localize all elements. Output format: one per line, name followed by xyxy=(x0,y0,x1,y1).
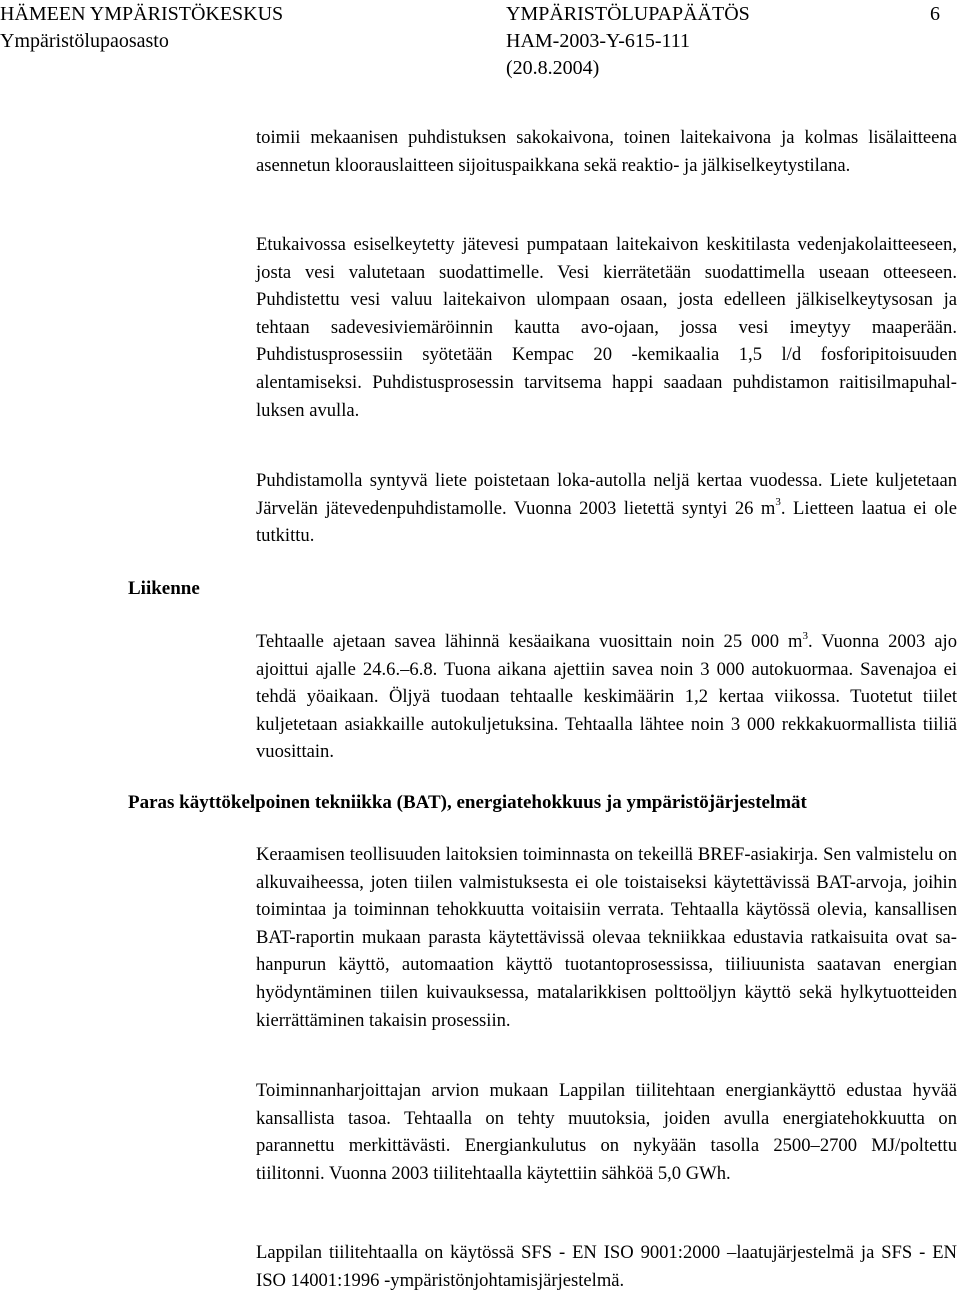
paragraph-text: toimii mekaanisen puhdistuksen sakokaivona, toinen laitekaivona ja kolmas lisälaitteena asennetun kloorauslaitteen sijoituspaikkana sekä reaktio- ja jälkiselkeytystilana. xyxy=(256,127,957,176)
paragraph-wastewater-intro xyxy=(256,124,957,179)
sludge-text-end: . Lietteen laatua ei ole tutkittu. xyxy=(256,497,957,547)
page-number: 6 xyxy=(930,3,940,25)
document-type: YMPÄRISTÖLUPAPÄÄTÖS xyxy=(506,3,750,25)
paragraph-energy xyxy=(256,1077,957,1187)
paragraph-text: Etukaivossa esiselkeytetty jätevesi pumpataan laitekaivon keskitilasta vedenjakolaitteeseen, josta vesi valutetaan suodattimelle. Vesi kierrätetään suodattimella useaan otteeseen. Puhdistettu vesi valuu laitekaivon ulompaan osaan, josta edelleen jälkiselkeytysosan ja tehtaan sadevesiviemäröinnin kautta avo-ojaan, jossa vesi imeytyy maaperään. Puhdistusprosessiin syötetään Kempac 20 -kemikaalia 1,5 l/d fosforipitoisuuden alentamiseksi. Puhdistusprosessin tarvitsema happi saadaan puhdistamon raitisilmapuhalluksen avulla. xyxy=(256,234,957,421)
paragraph-sludge xyxy=(256,467,957,550)
paragraph-wastewater-process xyxy=(256,231,957,424)
paragraph-text xyxy=(256,628,957,766)
sludge-text: Puhdistamolla syntyvä liete poistetaan loka-autolla neljä kertaa vuodessa. Liete kuljetetaan Järvelän jätevedenpuhdistamolle. Vuonna 2003 lietettä syntyi 26 m xyxy=(256,470,957,519)
superscript-unit: 3 xyxy=(802,629,808,642)
org-name: HÄMEEN YMPÄRISTÖKESKUS xyxy=(0,3,284,25)
paragraph-text: Keraamisen teollisuuden laitoksien toiminnasta on tekeillä BREF-asiakirja. Sen valmistelu on alkuvaiheessa, joten tiilen valmistuksesta ei ole toistaiseksi käytettävissä BAT-arvoja, joihin toimintaa ja toiminnan tehokkuutta voitaisiin verrata. Tehtaalla käytössä olevia, kansallisen BAT-raportin mukaan parasta käytettävissä olevaa tekniikkaa edustavia ratkaisuita ovat sahanpurun käyttö, automaation käyttö tuotantoprosessissa, tiiliuunista saatavan energian hyödyntäminen tiilen kuivauksessa, matalarikkisen polttoöljyn käyttö sekä hylkytuotteiden kierrättäminen takaisin prosessiin. xyxy=(256,844,957,1031)
paragraph-text: Toiminnanharjoittajan arvion mukaan Lappilan tiilitehtaan energiankäyttö edustaa hyvää kansallista tasoa. Tehtaalla on tehty muutoksia, joiden avulla energiatehokkuutta on parannettu merkittävästi. Energiankulutus on nykyään tasolla 2500–2700 MJ/poltettu tiilitonni. Vuonna 2003 tiilitehtaalla käytettiin sähköä 5,0 GWh. xyxy=(256,1080,957,1184)
traffic-text-end: . Vuonna 2003 ajo ajoittui ajalle 24.6.–6.8. Tuona aikana ajettiin savea noin 3 000 autokuormaa. Savenajoa ei tehdä yöaikaan. Öljyä tuodaan tehtaalle keskimäärin 1,2 kertaa viikossa. Tuotetut tiilet kuljetetaan asiakkaille autokuljetuksina. Tehtaalla lähtee noin 3 000 rekkakuormallista tiiliä vuosittain. xyxy=(256,631,957,763)
department-name: Ympäristölupaosasto xyxy=(0,30,169,52)
paragraph-text xyxy=(256,467,957,550)
section-label-traffic: Liikenne xyxy=(128,578,200,599)
superscript-unit: 3 xyxy=(775,496,781,509)
document-number: HAM-2003-Y-615-111 xyxy=(506,30,691,52)
section-heading-bat: Paras käyttökelpoinen tekniikka (BAT), energiatehokkuus ja ympäristöjärjestelmät xyxy=(128,792,807,813)
paragraph-text: Lappilan tiilitehtaalla on käytössä SFS - EN ISO 9001:2000 –laatujärjestelmä ja SFS - EN ISO 14001:1996 -ympäristönjohtamisjärjestelmä. xyxy=(256,1242,957,1291)
document-date: (20.8.2004) xyxy=(506,57,600,79)
paragraph-management-systems xyxy=(256,1239,957,1294)
traffic-text: Tehtaalle ajetaan savea lähinnä kesäaikana vuosittain noin 25 000 m xyxy=(256,631,803,652)
paragraph-bat xyxy=(256,841,957,1034)
paragraph-traffic xyxy=(256,628,957,766)
